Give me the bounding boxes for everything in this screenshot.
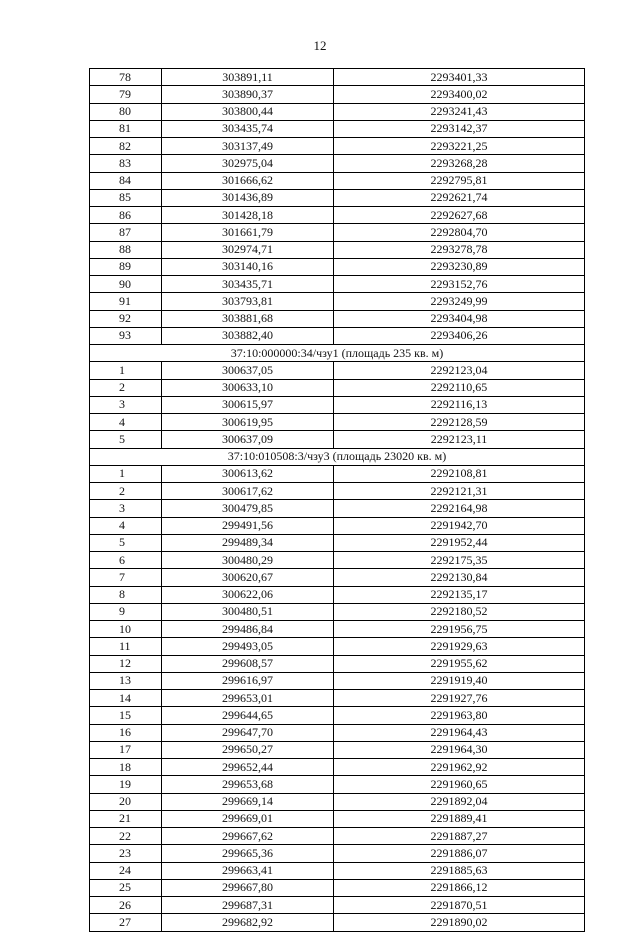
table-row [90, 500, 585, 517]
y-coordinate-cell: 2292795,81 [334, 172, 585, 189]
point-number-cell: 21 [90, 810, 162, 827]
table-row [90, 638, 585, 655]
y-coordinate-cell: 2292627,68 [334, 207, 585, 224]
table-row [90, 810, 585, 827]
y-coordinate-cell: 2291890,02 [334, 914, 585, 931]
point-number-cell: 90 [90, 276, 162, 293]
x-coordinate-cell: 301666,62 [162, 172, 334, 189]
point-number-cell: 2 [90, 483, 162, 500]
point-number-cell: 18 [90, 759, 162, 776]
y-coordinate-cell: 2292135,17 [334, 586, 585, 603]
y-coordinate-cell: 2293268,28 [334, 155, 585, 172]
y-coordinate-cell: 2293404,98 [334, 310, 585, 327]
y-coordinate-cell: 2291942,70 [334, 517, 585, 534]
x-coordinate-cell: 300637,09 [162, 431, 334, 448]
point-number-cell: 16 [90, 724, 162, 741]
x-coordinate-cell: 299650,27 [162, 741, 334, 758]
point-number-cell: 26 [90, 897, 162, 914]
table-row [90, 621, 585, 638]
point-number-cell: 13 [90, 672, 162, 689]
y-coordinate-cell: 2292110,65 [334, 379, 585, 396]
x-coordinate-cell: 299665,36 [162, 845, 334, 862]
point-number-cell: 91 [90, 293, 162, 310]
y-coordinate-cell: 2292621,74 [334, 189, 585, 206]
x-coordinate-cell: 302974,71 [162, 241, 334, 258]
y-coordinate-cell: 2291887,27 [334, 828, 585, 845]
point-number-cell: 23 [90, 845, 162, 862]
point-number-cell: 86 [90, 207, 162, 224]
y-coordinate-cell: 2291885,63 [334, 862, 585, 879]
y-coordinate-cell: 2291960,65 [334, 776, 585, 793]
x-coordinate-cell: 303882,40 [162, 327, 334, 344]
point-number-cell: 27 [90, 914, 162, 931]
x-coordinate-cell: 299486,84 [162, 621, 334, 638]
page-number: 12 [313, 38, 327, 53]
y-coordinate-cell: 2291962,92 [334, 759, 585, 776]
y-coordinate-cell: 2293152,76 [334, 276, 585, 293]
y-coordinate-cell: 2291963,80 [334, 707, 585, 724]
point-number-cell: 84 [90, 172, 162, 189]
x-coordinate-cell: 299653,01 [162, 690, 334, 707]
x-coordinate-cell: 299608,57 [162, 655, 334, 672]
table-row [90, 517, 585, 534]
table-row [90, 69, 585, 86]
point-number-cell: 19 [90, 776, 162, 793]
point-number-cell: 82 [90, 138, 162, 155]
table-row [90, 120, 585, 137]
y-coordinate-cell: 2292164,98 [334, 500, 585, 517]
y-coordinate-cell: 2292128,59 [334, 414, 585, 431]
point-number-cell: 1 [90, 362, 162, 379]
table-row [90, 293, 585, 310]
y-coordinate-cell: 2291886,07 [334, 845, 585, 862]
point-number-cell: 11 [90, 638, 162, 655]
y-coordinate-cell: 2292108,81 [334, 465, 585, 482]
point-number-cell: 17 [90, 741, 162, 758]
table-row [90, 155, 585, 172]
x-coordinate-cell: 303881,68 [162, 310, 334, 327]
point-number-cell: 24 [90, 862, 162, 879]
y-coordinate-cell: 2291870,51 [334, 897, 585, 914]
x-coordinate-cell: 299687,31 [162, 897, 334, 914]
table-row [90, 258, 585, 275]
y-coordinate-cell: 2292175,35 [334, 552, 585, 569]
point-number-cell: 5 [90, 431, 162, 448]
table-row [90, 707, 585, 724]
y-coordinate-cell: 2293230,89 [334, 258, 585, 275]
table-row [90, 862, 585, 879]
table-row [90, 276, 585, 293]
point-number-cell: 80 [90, 103, 162, 120]
x-coordinate-cell: 303891,11 [162, 69, 334, 86]
coordinates-table [89, 68, 585, 932]
x-coordinate-cell: 300619,95 [162, 414, 334, 431]
x-coordinate-cell: 299489,34 [162, 534, 334, 551]
table-row [90, 672, 585, 689]
x-coordinate-cell: 302975,04 [162, 155, 334, 172]
x-coordinate-cell: 299647,70 [162, 724, 334, 741]
x-coordinate-cell: 299491,56 [162, 517, 334, 534]
y-coordinate-cell: 2291866,12 [334, 879, 585, 896]
table-row [90, 776, 585, 793]
x-coordinate-cell: 300620,67 [162, 569, 334, 586]
table-row [90, 414, 585, 431]
table-row [90, 379, 585, 396]
y-coordinate-cell: 2292130,84 [334, 569, 585, 586]
x-coordinate-cell: 303793,81 [162, 293, 334, 310]
x-coordinate-cell: 300613,62 [162, 465, 334, 482]
x-coordinate-cell: 299652,44 [162, 759, 334, 776]
x-coordinate-cell: 300480,29 [162, 552, 334, 569]
table-row [90, 879, 585, 896]
y-coordinate-cell: 2292180,52 [334, 603, 585, 620]
x-coordinate-cell: 299667,80 [162, 879, 334, 896]
table-row [90, 897, 585, 914]
table-row [90, 690, 585, 707]
y-coordinate-cell: 2293241,43 [334, 103, 585, 120]
point-number-cell: 3 [90, 500, 162, 517]
table-row [90, 138, 585, 155]
table-row [90, 724, 585, 741]
point-number-cell: 93 [90, 327, 162, 344]
table-row [90, 465, 585, 482]
y-coordinate-cell: 2292116,13 [334, 396, 585, 413]
table-row [90, 431, 585, 448]
table-row [90, 534, 585, 551]
section-header-row [90, 448, 585, 465]
x-coordinate-cell: 300622,06 [162, 586, 334, 603]
x-coordinate-cell: 300637,05 [162, 362, 334, 379]
table-row [90, 189, 585, 206]
point-number-cell: 92 [90, 310, 162, 327]
point-number-cell: 3 [90, 396, 162, 413]
x-coordinate-cell: 303800,44 [162, 103, 334, 120]
section-title: 37:10:010508:3/чзу3 (площадь 23020 кв. м) [90, 448, 585, 465]
x-coordinate-cell: 299644,65 [162, 707, 334, 724]
y-coordinate-cell: 2293278,78 [334, 241, 585, 258]
y-coordinate-cell: 2293406,26 [334, 327, 585, 344]
point-number-cell: 12 [90, 655, 162, 672]
table-row [90, 828, 585, 845]
point-number-cell: 89 [90, 258, 162, 275]
table-row [90, 172, 585, 189]
x-coordinate-cell: 300479,85 [162, 500, 334, 517]
x-coordinate-cell: 299653,68 [162, 776, 334, 793]
x-coordinate-cell: 300633,10 [162, 379, 334, 396]
point-number-cell: 14 [90, 690, 162, 707]
point-number-cell: 88 [90, 241, 162, 258]
x-coordinate-cell: 299682,92 [162, 914, 334, 931]
table-row [90, 207, 585, 224]
y-coordinate-cell: 2292121,31 [334, 483, 585, 500]
table-row [90, 241, 585, 258]
x-coordinate-cell: 299493,05 [162, 638, 334, 655]
x-coordinate-cell: 301428,18 [162, 207, 334, 224]
table-row [90, 483, 585, 500]
table-row [90, 569, 585, 586]
table-row [90, 741, 585, 758]
table-row [90, 362, 585, 379]
y-coordinate-cell: 2292123,04 [334, 362, 585, 379]
y-coordinate-cell: 2292123,11 [334, 431, 585, 448]
point-number-cell: 15 [90, 707, 162, 724]
point-number-cell: 87 [90, 224, 162, 241]
point-number-cell: 83 [90, 155, 162, 172]
y-coordinate-cell: 2291955,62 [334, 655, 585, 672]
point-number-cell: 78 [90, 69, 162, 86]
x-coordinate-cell: 300615,97 [162, 396, 334, 413]
x-coordinate-cell: 299667,62 [162, 828, 334, 845]
y-coordinate-cell: 2293400,02 [334, 86, 585, 103]
table-row [90, 396, 585, 413]
x-coordinate-cell: 303435,71 [162, 276, 334, 293]
x-coordinate-cell: 303140,16 [162, 258, 334, 275]
point-number-cell: 81 [90, 120, 162, 137]
point-number-cell: 8 [90, 586, 162, 603]
point-number-cell: 22 [90, 828, 162, 845]
y-coordinate-cell: 2291889,41 [334, 810, 585, 827]
x-coordinate-cell: 299669,01 [162, 810, 334, 827]
table-row [90, 327, 585, 344]
table-row [90, 224, 585, 241]
table-row [90, 759, 585, 776]
x-coordinate-cell: 299616,97 [162, 672, 334, 689]
x-coordinate-cell: 300480,51 [162, 603, 334, 620]
y-coordinate-cell: 2291952,44 [334, 534, 585, 551]
y-coordinate-cell: 2293221,25 [334, 138, 585, 155]
section-header-row [90, 345, 585, 362]
point-number-cell: 9 [90, 603, 162, 620]
y-coordinate-cell: 2291919,40 [334, 672, 585, 689]
y-coordinate-cell: 2293249,99 [334, 293, 585, 310]
x-coordinate-cell: 301436,89 [162, 189, 334, 206]
point-number-cell: 25 [90, 879, 162, 896]
table-row [90, 86, 585, 103]
y-coordinate-cell: 2291927,76 [334, 690, 585, 707]
point-number-cell: 20 [90, 793, 162, 810]
coordinates-table-body [90, 69, 585, 932]
point-number-cell: 6 [90, 552, 162, 569]
x-coordinate-cell: 303890,37 [162, 86, 334, 103]
point-number-cell: 10 [90, 621, 162, 638]
point-number-cell: 7 [90, 569, 162, 586]
point-number-cell: 79 [90, 86, 162, 103]
x-coordinate-cell: 299669,14 [162, 793, 334, 810]
point-number-cell: 85 [90, 189, 162, 206]
y-coordinate-cell: 2291892,04 [334, 793, 585, 810]
table-row [90, 103, 585, 120]
y-coordinate-cell: 2291956,75 [334, 621, 585, 638]
x-coordinate-cell: 299663,41 [162, 862, 334, 879]
point-number-cell: 2 [90, 379, 162, 396]
table-row [90, 914, 585, 931]
table-row [90, 310, 585, 327]
section-title: 37:10:000000:34/чзу1 (площадь 235 кв. м) [90, 345, 585, 362]
point-number-cell: 5 [90, 534, 162, 551]
point-number-cell: 4 [90, 414, 162, 431]
x-coordinate-cell: 301661,79 [162, 224, 334, 241]
point-number-cell: 4 [90, 517, 162, 534]
table-row [90, 793, 585, 810]
table-row [90, 586, 585, 603]
table-row [90, 655, 585, 672]
y-coordinate-cell: 2291964,43 [334, 724, 585, 741]
table-row [90, 845, 585, 862]
y-coordinate-cell: 2292804,70 [334, 224, 585, 241]
table-row [90, 603, 585, 620]
y-coordinate-cell: 2293401,33 [334, 69, 585, 86]
x-coordinate-cell: 303435,74 [162, 120, 334, 137]
point-number-cell: 1 [90, 465, 162, 482]
x-coordinate-cell: 300617,62 [162, 483, 334, 500]
y-coordinate-cell: 2293142,37 [334, 120, 585, 137]
x-coordinate-cell: 303137,49 [162, 138, 334, 155]
y-coordinate-cell: 2291929,63 [334, 638, 585, 655]
y-coordinate-cell: 2291964,30 [334, 741, 585, 758]
table-row [90, 552, 585, 569]
